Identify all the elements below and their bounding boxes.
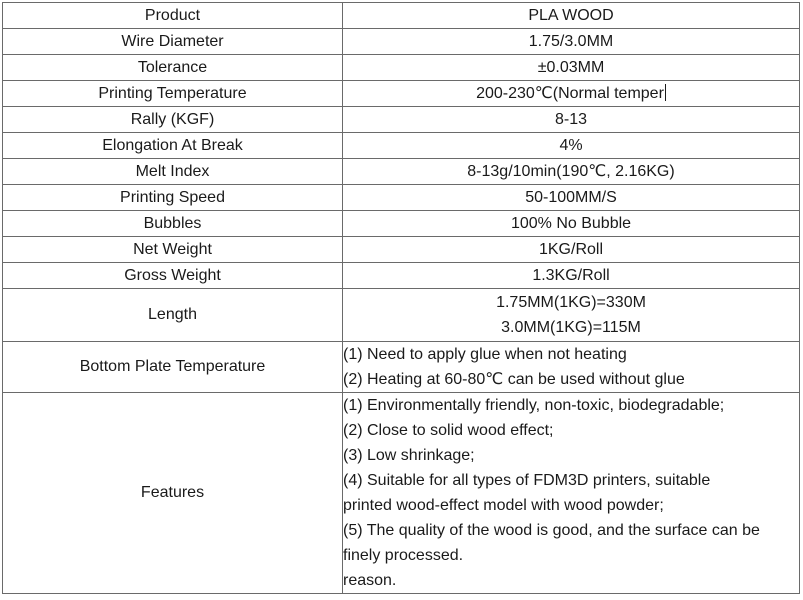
value-rally: 8-13: [343, 107, 800, 133]
label-length: Length: [3, 289, 343, 342]
row-bottom-plate-temperature: [3, 342, 800, 393]
label-melt-index: Melt Index: [3, 159, 343, 185]
row-gross-weight: [3, 263, 800, 289]
label-net-weight: Net Weight: [3, 237, 343, 263]
value-gross-weight: 1.3KG/Roll: [343, 263, 800, 289]
row-length: [3, 289, 800, 342]
value-bubbles: 100% No Bubble: [343, 211, 800, 237]
row-tolerance: [3, 55, 800, 81]
text-cursor: [665, 84, 666, 101]
feature-line: (5) The quality of the wood is good, and the surface can be: [343, 522, 760, 539]
feature-line: (2) Close to solid wood effect;: [343, 422, 554, 439]
value-net-weight: 1KG/Roll: [343, 237, 800, 263]
value-printing-temperature: 200-230℃(Normal temper: [476, 84, 664, 102]
row-product: [3, 3, 800, 29]
feature-line: (1) Environmentally friendly, non-toxic, biodegradable;: [343, 397, 725, 414]
value-melt-index: 8-13g/10min(190℃, 2.16KG): [343, 159, 800, 185]
label-wire-diameter: Wire Diameter: [3, 29, 343, 55]
row-melt-index: [3, 159, 800, 185]
value-product: PLA WOOD: [343, 3, 800, 29]
row-printing-temperature: [3, 81, 800, 107]
label-elongation: Elongation At Break: [3, 133, 343, 159]
feature-line: reason.: [343, 572, 397, 589]
label-gross-weight: Gross Weight: [3, 263, 343, 289]
value-features: [343, 393, 800, 594]
label-printing-speed: Printing Speed: [3, 185, 343, 211]
row-bubbles: [3, 211, 800, 237]
row-wire-diameter: [3, 29, 800, 55]
row-printing-speed: [3, 185, 800, 211]
label-bottom-plate-temperature: Bottom Plate Temperature: [3, 342, 343, 393]
label-features: Features: [3, 393, 343, 594]
row-rally: [3, 107, 800, 133]
feature-line: (3) Low shrinkage;: [343, 447, 475, 464]
label-printing-temperature: Printing Temperature: [3, 81, 343, 107]
value-printing-temperature-cell[interactable]: [343, 81, 800, 107]
value-tolerance: ±0.03MM: [343, 55, 800, 81]
label-tolerance: Tolerance: [3, 55, 343, 81]
value-length: [343, 289, 800, 342]
feature-line: finely processed.: [343, 547, 464, 564]
value-printing-speed: 50-100MM/S: [343, 185, 800, 211]
feature-line: (4) Suitable for all types of FDM3D printers, suitable: [343, 472, 711, 489]
value-bottom-plate-temperature: [343, 342, 800, 393]
row-elongation: [3, 133, 800, 159]
spec-table: [2, 2, 800, 594]
length-line: 3.0MM(1KG)=115M: [501, 319, 641, 336]
label-bubbles: Bubbles: [3, 211, 343, 237]
bottom-plate-line: (2) Heating at 60-80℃ can be used without glue: [343, 371, 685, 388]
row-net-weight: [3, 237, 800, 263]
bottom-plate-line: (1) Need to apply glue when not heating: [343, 346, 627, 363]
value-elongation: 4%: [343, 133, 800, 159]
label-rally: Rally (KGF): [3, 107, 343, 133]
label-product: Product: [3, 3, 343, 29]
feature-line: printed wood-effect model with wood powder;: [343, 497, 664, 514]
row-features: [3, 393, 800, 594]
length-line: 1.75MM(1KG)=330M: [496, 294, 646, 311]
value-wire-diameter: 1.75/3.0MM: [343, 29, 800, 55]
